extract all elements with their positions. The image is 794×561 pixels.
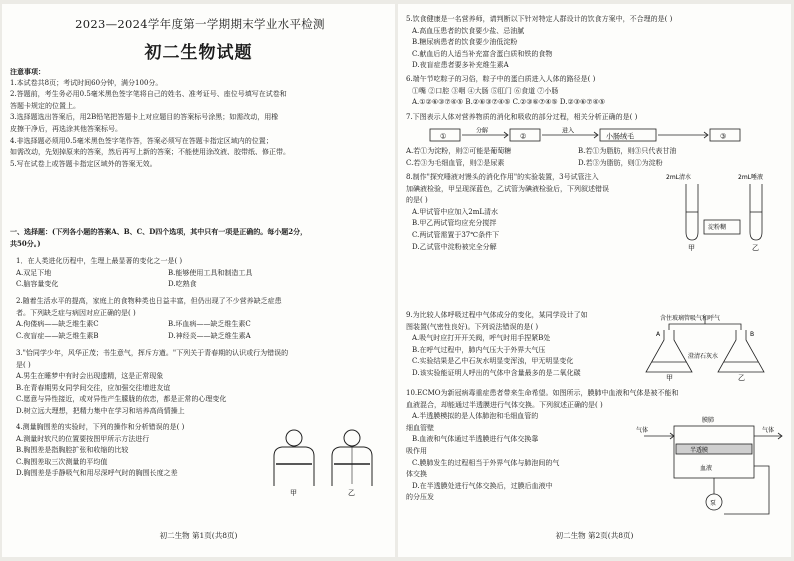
label-starch: 淀粉糊 (708, 224, 727, 231)
option-b: B.在呼气过程中，肺内气压大于外界大气压 (412, 345, 546, 354)
option-b: B.糖尿病患者的饮食要少油低淀粉 (412, 38, 518, 47)
flow-node: 小肠绒毛 (606, 132, 634, 141)
tube-label-yi: 乙 (752, 244, 759, 252)
figure-label-jia: 甲 (290, 489, 297, 496)
option-b: B.能够使用工具和制造工具 (168, 268, 253, 277)
option-c: C.脑容量变化 (16, 280, 59, 289)
breath-test-figure (634, 312, 784, 382)
option-line: 的分压发 (406, 493, 434, 502)
option-d: D.若③为脂肪，则①为淀粉 (578, 158, 663, 167)
question-8 (406, 172, 609, 253)
question-stem: 加碘液检验，甲呈现深蓝色，乙试管为碘液检验后，下列叙述错误 (406, 184, 609, 193)
label-pump: 泵 (710, 500, 717, 507)
option-d: D.树立远大理想，把精力集中在学习和培养高尚情操上 (16, 406, 185, 415)
option-line: C.膜肺发生的过程相当于外界气体与肺泡间的气 (412, 458, 560, 467)
option-b: B.在青春期男女同学间交往，应加强交往增进友谊 (16, 383, 171, 392)
option-a: A.甲试管中应加入2mL清水 (412, 207, 499, 216)
option-d: D.胸围差是手静吸气和用尽深呼气时的胸围长度之差 (16, 469, 178, 478)
flow-arrow-label: 进入 (562, 127, 575, 135)
option-c: C.献血后的人适当补充富含蛋白质和铁的食物 (412, 49, 553, 58)
option-a: A.吸气时应打开开关阀，呼气时用手捏紧B处 (412, 334, 551, 343)
option-c: C.若③为毛细血管，则②是尿素 (406, 158, 505, 167)
figure-label-yi: 乙 (348, 489, 355, 496)
section-heading: 一、选择题：(下列各小题的答案A、B、C、D四个选项，其中只有一项是正确的。每小题2分， (10, 227, 308, 236)
chest-measurement-figure (264, 424, 384, 496)
exam-title: 2023—2024学年度第一学期期末学业水平检测 (75, 17, 325, 31)
option-c: C.两试管需置于37℃条件下 (412, 230, 500, 239)
page-footer: 初二生物 第1页(共8页) (159, 531, 238, 540)
label-lime: 澄清石灰水 (688, 353, 719, 360)
option-c: C.愿意与异性接近，或对异性产生朦胧的依恋，都是正常的心理变化 (16, 395, 227, 404)
note-line: 答题卡规定的位置上。 (10, 101, 80, 110)
note-line: 3.选择题选出答案后，用2B铅笔把答题卡上对应题目的答案标号涂黑；如需改动，用橡 (10, 113, 279, 122)
organ-list: ①嘴 ②口腔 ③咽 ④大肠 ⑤肛门 ⑥食道 ⑦小肠 (412, 86, 559, 95)
flow-node: ③ (720, 132, 727, 141)
label-a: A (656, 331, 661, 338)
notes-heading: 注意事项： (10, 67, 45, 76)
option-a: A.双足下地 (16, 268, 52, 277)
question-4 (16, 422, 184, 480)
notes-section (10, 66, 290, 170)
page-footer: 初二生物 第2页(共8页) (555, 531, 634, 540)
question-2 (16, 296, 320, 342)
note-line: 皮擦干净后，再选涂其他答案标号。 (10, 124, 122, 133)
question-7 (406, 112, 637, 124)
saliva-test-figure (664, 170, 784, 252)
option-d: D.乙试管中淀粉被完全分解 (412, 242, 497, 251)
question-stem: 9.为比较人体呼吸过程中气体成分的变化，某同学设计了如 (406, 311, 588, 319)
question-3 (16, 348, 288, 418)
label-2ml-water: 2mL清水 (666, 174, 692, 181)
option-line: A.半透膜模拟的是人体肺泡和毛细血管的 (412, 412, 539, 421)
option-d: D.吃熟食 (168, 280, 197, 289)
question-9 (406, 310, 588, 380)
question-7-options (406, 146, 676, 169)
option-d: D.神经炎——缺乏维生素A (168, 331, 251, 340)
option-line: 吸作用 (406, 446, 427, 455)
question-stem: 6.端午节吃粽子的习俗，粽子中的蛋白质进入人体的路径是( ) (406, 75, 596, 83)
flask-label-jia: 甲 (666, 374, 673, 382)
label-membrane: 半透膜 (690, 447, 709, 454)
subject-title: 初二生物试题 (144, 43, 253, 63)
option-b: B.坏血病——缺乏维生素C (168, 320, 251, 329)
figure-caption: 含住玻璃管吸气和呼气 (660, 315, 721, 322)
digestion-flow-diagram (428, 126, 768, 144)
question-stem: 8.制作"探究唾液对馒头的消化作用"的实验装置，3号试管注入 (406, 173, 599, 181)
label-2ml-saliva: 2mL唾液 (738, 174, 764, 181)
option-a: A.测量时软尺的位置要按图甲所示方法进行 (16, 434, 150, 443)
question-stem: 是( ) (16, 360, 31, 369)
question-5 (406, 14, 672, 72)
flow-node: ② (520, 132, 527, 141)
option-line: 细血管壁 (406, 423, 434, 432)
answer-options: A.①②⑥③⑦④⑤ B.②⑥③⑦④⑤ C.②③⑥⑦④⑤ D.②③⑥⑦④⑤ (412, 98, 606, 107)
option-a: A.若①为淀粉，则②可能是葡萄糖 (406, 147, 512, 155)
question-1 (16, 256, 320, 291)
option-a: A.男生在睡梦中有时会出现遗精，这是正常现象 (16, 372, 164, 381)
option-b: B.胸围差是指胸腔扩张和收缩的比较 (16, 446, 129, 455)
section-1 (10, 226, 307, 249)
option-line: 体交换 (406, 470, 427, 479)
option-d: D.该实验能证明人呼出的气体中含量最多的是二氧化碳 (412, 368, 581, 377)
flow-node: ① (440, 132, 447, 141)
question-6 (406, 74, 605, 109)
question-stem: 7.下图表示人体对营养物质的消化和吸收的部分过程，相关分析正确的是( ) (406, 113, 638, 121)
question-stem: 2.随着生活水平的提高，家庭上的食物种类也日益丰富，但仍出现了不少营养缺乏症患 (16, 297, 282, 305)
option-c: C.胸围差取三次测量的平均值 (16, 457, 108, 466)
label-b: B (750, 331, 755, 338)
question-stem: 5.饮食健康是一名营养师，请判断以下针对特定人群设计的饮食方案中，不合理的是( ) (406, 15, 673, 23)
question-stem: 血液混合，却能通过半透膜进行气体交换。下列叙述正确的是( ) (406, 400, 603, 409)
option-d: D.夜盲症患者要多补充维生素A (412, 61, 509, 70)
label-gas-out: 气体 (762, 427, 775, 434)
option-a: A.高血压患者的饮食要少盐、忌油腻 (412, 26, 525, 35)
question-stem: 1．在人类进化历程中，生理上最显著的变化之一是( ) (16, 257, 183, 265)
note-line: 1.本试卷共8页；考试时间60分钟，满分100分。 (10, 78, 163, 87)
question-stem: 图装置(气密性良好)。下列说法错误的是( ) (406, 322, 539, 331)
question-stem: 4.测量胸围差的实验时，下列的操作和分析错误的是( ) (16, 423, 185, 431)
note-line: 如需改动，先划掉原来的答案，然后再写上新的答案；不能使用涂改液、胶带纸、修正带。 (10, 148, 290, 157)
option-line: D.在半透膜处进行气体交换后，过膜后血液中 (412, 481, 553, 490)
option-a: A.佝偻病——缺乏维生素C (16, 320, 99, 329)
label-blood: 血液 (700, 465, 713, 472)
option-line: B.血液和气体通过半透膜进行气体交换靠 (412, 435, 539, 444)
tube-label-jia: 甲 (688, 244, 695, 252)
question-stem: 者。下列缺乏症与病因对应正确的是( ) (16, 308, 136, 317)
question-stem: 10.ECMO为新冠病毒重症患者带来生命希望。如图所示，膜肺中血液和气体是被不能和 (406, 389, 679, 397)
label-lung: 膜肺 (702, 417, 715, 424)
flask-label-yi: 乙 (738, 374, 745, 382)
option-b: B.若①为脂肪，则③只代表甘油 (578, 147, 677, 155)
flow-arrow-label: 分解 (476, 127, 489, 135)
section-heading: 共50分。) (10, 238, 41, 248)
question-stem: 3."恰同学少年，风华正茂；书生意气，挥斥方遒。"下列关于青春期的认识或行为错误的 (16, 349, 289, 357)
option-b: B.甲乙两试管均应充分搅拌 (412, 219, 497, 228)
option-c: C.夜盲症——缺乏维生素B (16, 331, 99, 340)
question-stem: 的是( ) (406, 196, 428, 205)
note-line: 5.写在试卷上或答题卡指定区域外的答案无效。 (10, 159, 157, 168)
ecmo-figure (634, 414, 784, 522)
exam-page-2 (398, 4, 791, 557)
note-line: 2.答题前，考生务必用0.5毫米黑色签字笔将自己的姓名、准考证号、座位号填写在试卷和 (10, 90, 287, 99)
label-gas-in: 气体 (636, 427, 649, 434)
note-line: 4.非选择题必须用0.5毫米黑色签字笔作答，答案必须写在答题卡指定区域内的位置； (10, 136, 273, 145)
exam-page-1 (2, 4, 395, 557)
option-c: C.实验结果是乙中石灰水明显变浑浊，甲无明显变化 (412, 357, 574, 366)
